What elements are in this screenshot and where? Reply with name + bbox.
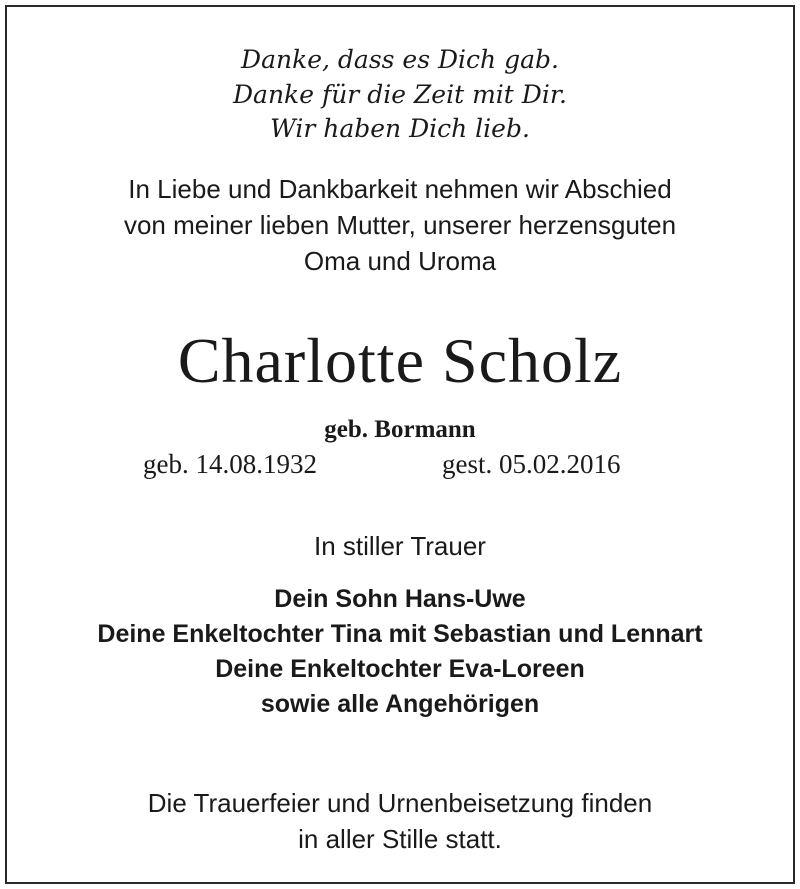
deceased-name: Charlotte Scholz — [177, 325, 623, 396]
poem-line-1: Danke, dass es Dich gab. — [241, 45, 559, 74]
mourner-line: Deine Enkeltochter Eva-Loreen — [215, 655, 585, 683]
mourner-line: Deine Enkeltochter Tina mit Sebastian und Lennart — [97, 620, 703, 648]
intro-line-3: Oma und Uroma — [303, 246, 497, 276]
mourner-line: Dein Sohn Hans-Uwe — [274, 585, 526, 613]
funeral-note-line-2: in aller Stille statt. — [298, 824, 502, 854]
poem-line-2: Danke für die Zeit mit Dir. — [233, 80, 567, 109]
mourning-heading: In stiller Trauer — [314, 531, 486, 561]
intro-line-2: von meiner lieben Mutter, unserer herzensguten — [123, 210, 677, 240]
maiden-name: geb. Bormann — [324, 416, 476, 443]
death-date: gest. 05.02.2016 — [442, 449, 621, 479]
birth-date: geb. 14.08.1932 — [143, 449, 317, 479]
intro-line-1: In Liebe und Dankbarkeit nehmen wir Abschied — [128, 174, 672, 204]
poem-line-3: Wir haben Dich lieb. — [270, 114, 530, 143]
mourner-line: sowie alle Angehörigen — [260, 690, 540, 718]
funeral-note-line-1: Die Trauerfeier und Urnenbeisetzung finden — [147, 788, 653, 818]
